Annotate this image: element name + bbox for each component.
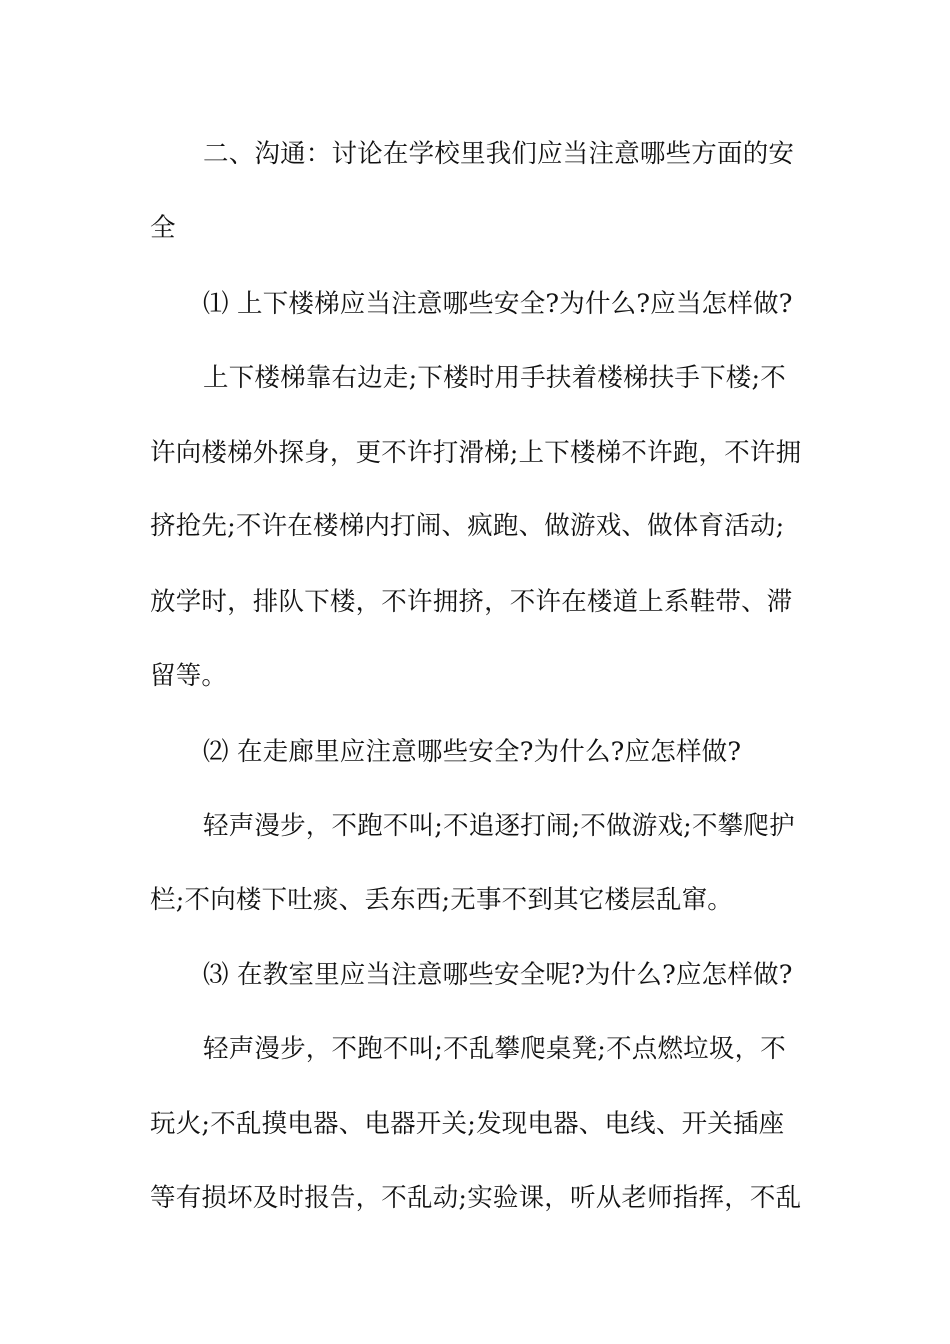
answer-1-line-3: 挤抢先;不许在楼梯内打闹、疯跑、做游戏、做体育活动; [150, 511, 785, 541]
question-2: ⑵ 在走廊里应注意哪些安全?为什么?应怎样做? [203, 737, 742, 767]
section-heading: 二、沟通：讨论在学校里我们应当注意哪些方面的安 [203, 139, 795, 169]
answer-2-line-2: 栏;不向楼下吐痰、丢东西;无事不到其它楼层乱窜。 [150, 885, 733, 915]
section-heading-continuation: 全 [150, 213, 176, 243]
answer-3-line-2: 玩火;不乱摸电器、电器开关;发现电器、电线、开关插座 [150, 1109, 785, 1139]
answer-2-line-1: 轻声漫步，不跑不叫;不追逐打闹;不做游戏;不攀爬护 [203, 811, 795, 841]
answer-1-line-5: 留等。 [150, 661, 228, 691]
question-1: ⑴ 上下楼梯应当注意哪些安全?为什么?应当怎样做? [203, 289, 793, 319]
answer-1-line-4: 放学时，排队下楼，不许拥挤，不许在楼道上系鞋带、滞 [150, 587, 793, 617]
answer-3-line-3: 等有损坏及时报告，不乱动;实验课，听从老师指挥，不乱 [150, 1183, 802, 1213]
answer-1-line-1: 上下楼梯靠右边走;下楼时用手扶着楼梯扶手下楼;不 [203, 363, 786, 393]
answer-3-line-1: 轻声漫步，不跑不叫;不乱攀爬桌凳;不点燃垃圾，不 [203, 1034, 786, 1064]
answer-1-line-2: 许向楼梯外探身，更不许打滑梯;上下楼梯不许跑，不许拥 [150, 438, 802, 468]
question-3: ⑶ 在教室里应当注意哪些安全呢?为什么?应怎样做? [203, 960, 793, 990]
